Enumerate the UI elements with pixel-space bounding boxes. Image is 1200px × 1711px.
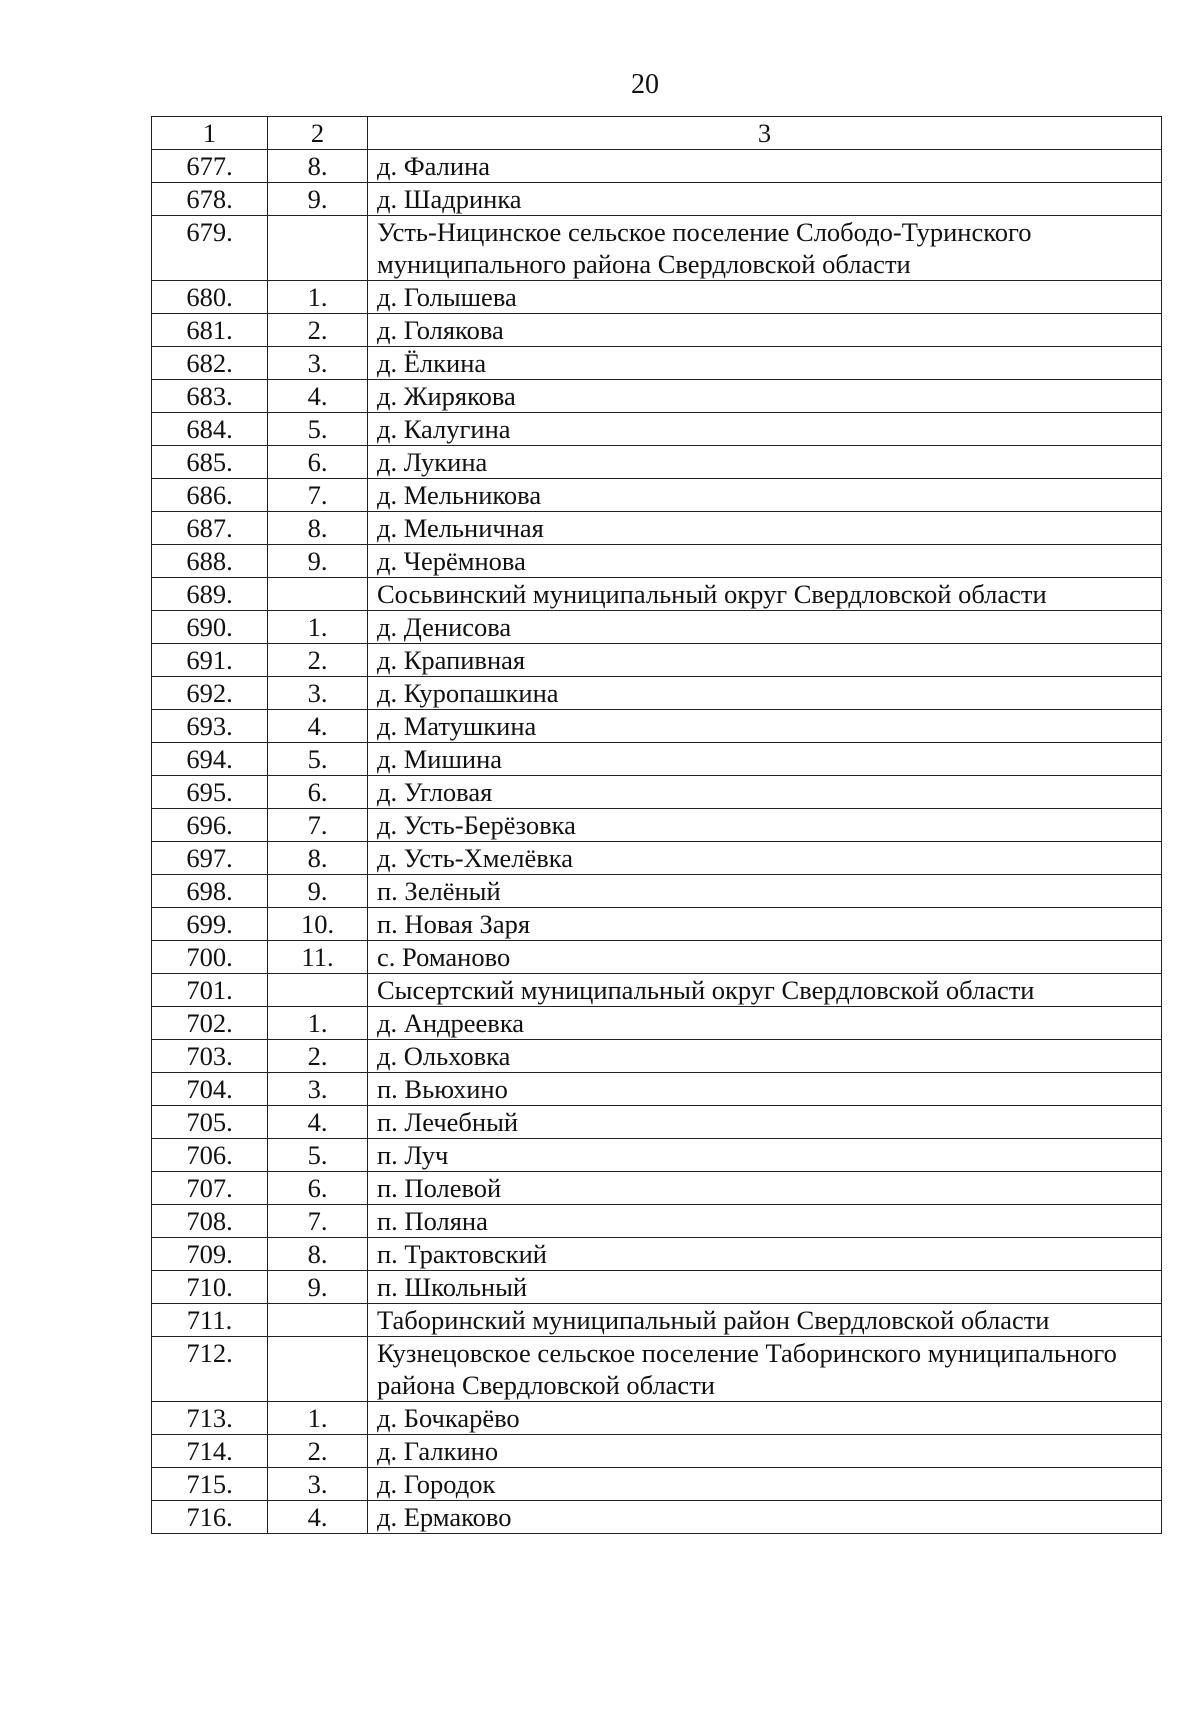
table-row <box>152 1238 1162 1271</box>
row-index-cell: 2. <box>268 314 368 347</box>
row-index-cell: 9. <box>268 1271 368 1304</box>
settlement-name-cell: д. Крапивная <box>368 644 1162 677</box>
settlement-name-cell: д. Шадринка <box>368 183 1162 216</box>
row-index-cell: 9. <box>268 875 368 908</box>
settlement-name-cell: д. Ольховка <box>368 1040 1162 1073</box>
row-index-cell: 6. <box>268 446 368 479</box>
table-row <box>152 1501 1162 1534</box>
row-number-cell: 704. <box>152 1073 268 1106</box>
table-row <box>152 1040 1162 1073</box>
settlement-name-cell: д. Галкино <box>368 1435 1162 1468</box>
row-number-cell: 681. <box>152 314 268 347</box>
row-index-cell: 4. <box>268 380 368 413</box>
row-index-cell <box>268 578 368 611</box>
row-index-cell: 6. <box>268 776 368 809</box>
table-body <box>152 117 1162 1534</box>
row-index-cell: 6. <box>268 1172 368 1205</box>
settlement-name-cell: п. Новая Заря <box>368 908 1162 941</box>
row-index-cell: 8. <box>268 150 368 183</box>
row-number-cell: 702. <box>152 1007 268 1040</box>
row-number-cell: 684. <box>152 413 268 446</box>
row-index-cell <box>268 974 368 1007</box>
settlement-name-cell: д. Городок <box>368 1468 1162 1501</box>
settlement-name-cell: д. Матушкина <box>368 710 1162 743</box>
row-number-cell: 682. <box>152 347 268 380</box>
settlement-name-cell: п. Поляна <box>368 1205 1162 1238</box>
row-number-cell: 709. <box>152 1238 268 1271</box>
settlement-name-cell: п. Школьный <box>368 1271 1162 1304</box>
row-number-cell: 688. <box>152 545 268 578</box>
row-number-cell: 706. <box>152 1139 268 1172</box>
row-index-cell: 1. <box>268 1402 368 1435</box>
table-row <box>152 1402 1162 1435</box>
table-row <box>152 347 1162 380</box>
row-index-cell: 10. <box>268 908 368 941</box>
row-number-cell: 680. <box>152 281 268 314</box>
settlement-name-cell: д. Мельникова <box>368 479 1162 512</box>
row-index-cell: 5. <box>268 1139 368 1172</box>
settlement-name-cell: Кузнецовское сельское поселение Таборинского муниципального района Свердловской области <box>368 1337 1162 1402</box>
table-row <box>152 1172 1162 1205</box>
settlement-name-cell: п. Зелёный <box>368 875 1162 908</box>
row-index-cell: 8. <box>268 512 368 545</box>
settlement-name-cell: д. Угловая <box>368 776 1162 809</box>
settlement-name-cell: п. Полевой <box>368 1172 1162 1205</box>
settlement-name-cell: п. Трактовский <box>368 1238 1162 1271</box>
settlement-name-cell: с. Романово <box>368 941 1162 974</box>
row-index-cell: 2. <box>268 644 368 677</box>
table-row <box>152 1304 1162 1337</box>
table-row <box>152 611 1162 644</box>
row-index-cell: 3. <box>268 347 368 380</box>
row-index-cell: 1. <box>268 611 368 644</box>
row-number-cell: 678. <box>152 183 268 216</box>
settlement-name-cell: п. Лечебный <box>368 1106 1162 1139</box>
settlement-name-cell: д. Куропашкина <box>368 677 1162 710</box>
table-row <box>152 1337 1162 1402</box>
row-index-cell: 9. <box>268 183 368 216</box>
settlement-name-cell: Сосьвинский муниципальный округ Свердловской области <box>368 578 1162 611</box>
row-number-cell: 713. <box>152 1402 268 1435</box>
row-index-cell: 8. <box>268 1238 368 1271</box>
row-number-cell: 691. <box>152 644 268 677</box>
row-index-cell: 7. <box>268 809 368 842</box>
table-row <box>152 1007 1162 1040</box>
table-row <box>152 809 1162 842</box>
table-row <box>152 216 1162 281</box>
table-row <box>152 974 1162 1007</box>
row-index-cell: 1. <box>268 1007 368 1040</box>
settlement-name-cell: д. Бочкарёво <box>368 1402 1162 1435</box>
table-row <box>152 512 1162 545</box>
row-number-cell: 692. <box>152 677 268 710</box>
table-row <box>152 545 1162 578</box>
table-row <box>152 314 1162 347</box>
row-index-cell: 7. <box>268 1205 368 1238</box>
table-row <box>152 1139 1162 1172</box>
row-number-cell: 708. <box>152 1205 268 1238</box>
table-row <box>152 875 1162 908</box>
table-row <box>152 183 1162 216</box>
settlement-name-cell: д. Лукина <box>368 446 1162 479</box>
row-number-cell: 712. <box>152 1337 268 1402</box>
row-number-cell: 701. <box>152 974 268 1007</box>
table-row <box>152 1271 1162 1304</box>
settlements-table <box>151 116 1162 1534</box>
table-row <box>152 1073 1162 1106</box>
table-row <box>152 1435 1162 1468</box>
row-number-cell: 694. <box>152 743 268 776</box>
row-index-cell: 4. <box>268 1501 368 1534</box>
settlement-name-cell: д. Ёлкина <box>368 347 1162 380</box>
table-row <box>152 479 1162 512</box>
row-number-cell: 696. <box>152 809 268 842</box>
row-index-cell: 1. <box>268 281 368 314</box>
row-number-cell: 699. <box>152 908 268 941</box>
table-row <box>152 710 1162 743</box>
row-index-cell: 5. <box>268 413 368 446</box>
settlement-name-cell: д. Голякова <box>368 314 1162 347</box>
row-number-cell: 715. <box>152 1468 268 1501</box>
header-cell-col1: 1 <box>152 117 268 150</box>
table-row <box>152 150 1162 183</box>
table-row <box>152 446 1162 479</box>
row-number-cell: 686. <box>152 479 268 512</box>
settlement-name-cell: п. Луч <box>368 1139 1162 1172</box>
settlement-name-cell: д. Фалина <box>368 150 1162 183</box>
table-row <box>152 281 1162 314</box>
table-row <box>152 380 1162 413</box>
settlement-name-cell: д. Мишина <box>368 743 1162 776</box>
header-cell-col3: 3 <box>368 117 1162 150</box>
row-number-cell: 685. <box>152 446 268 479</box>
settlement-name-cell: Сысертский муниципальный округ Свердловской области <box>368 974 1162 1007</box>
table-row <box>152 413 1162 446</box>
row-index-cell: 4. <box>268 710 368 743</box>
row-number-cell: 679. <box>152 216 268 281</box>
table-row <box>152 908 1162 941</box>
row-number-cell: 677. <box>152 150 268 183</box>
row-index-cell: 3. <box>268 1468 368 1501</box>
settlement-name-cell: д. Усть-Хмелёвка <box>368 842 1162 875</box>
row-number-cell: 707. <box>152 1172 268 1205</box>
table-row <box>152 644 1162 677</box>
row-number-cell: 683. <box>152 380 268 413</box>
table-row <box>152 1468 1162 1501</box>
table-row <box>152 941 1162 974</box>
settlement-name-cell: д. Голышева <box>368 281 1162 314</box>
row-number-cell: 714. <box>152 1435 268 1468</box>
header-cell-col2: 2 <box>268 117 368 150</box>
row-number-cell: 687. <box>152 512 268 545</box>
settlement-name-cell: Таборинский муниципальный район Свердловской области <box>368 1304 1162 1337</box>
settlement-name-cell: д. Калугина <box>368 413 1162 446</box>
row-index-cell: 3. <box>268 677 368 710</box>
settlement-name-cell: д. Денисова <box>368 611 1162 644</box>
row-index-cell <box>268 1304 368 1337</box>
table-row <box>152 1205 1162 1238</box>
row-index-cell <box>268 216 368 281</box>
row-number-cell: 700. <box>152 941 268 974</box>
row-index-cell: 11. <box>268 941 368 974</box>
row-index-cell: 3. <box>268 1073 368 1106</box>
row-number-cell: 710. <box>152 1271 268 1304</box>
settlement-name-cell: д. Усть-Берёзовка <box>368 809 1162 842</box>
row-index-cell: 2. <box>268 1040 368 1073</box>
row-number-cell: 698. <box>152 875 268 908</box>
table-row <box>152 578 1162 611</box>
table-row <box>152 677 1162 710</box>
row-number-cell: 716. <box>152 1501 268 1534</box>
row-number-cell: 711. <box>152 1304 268 1337</box>
settlement-name-cell: д. Андреевка <box>368 1007 1162 1040</box>
row-number-cell: 697. <box>152 842 268 875</box>
settlement-name-cell: д. Мельничная <box>368 512 1162 545</box>
row-index-cell: 7. <box>268 479 368 512</box>
row-index-cell: 5. <box>268 743 368 776</box>
row-index-cell: 9. <box>268 545 368 578</box>
settlement-name-cell: д. Ермаково <box>368 1501 1162 1534</box>
table-row <box>152 743 1162 776</box>
row-index-cell <box>268 1337 368 1402</box>
page-number: 20 <box>631 69 659 100</box>
row-number-cell: 695. <box>152 776 268 809</box>
table-row <box>152 842 1162 875</box>
table-row <box>152 1106 1162 1139</box>
row-index-cell: 8. <box>268 842 368 875</box>
row-number-cell: 689. <box>152 578 268 611</box>
table-row <box>152 776 1162 809</box>
row-number-cell: 693. <box>152 710 268 743</box>
settlement-name-cell: д. Жирякова <box>368 380 1162 413</box>
row-index-cell: 4. <box>268 1106 368 1139</box>
settlement-name-cell: п. Вьюхино <box>368 1073 1162 1106</box>
row-number-cell: 705. <box>152 1106 268 1139</box>
settlement-name-cell: д. Черёмнова <box>368 545 1162 578</box>
row-index-cell: 2. <box>268 1435 368 1468</box>
row-number-cell: 703. <box>152 1040 268 1073</box>
settlement-name-cell: Усть-Ницинское сельское поселение Слободо-Туринского муниципального района Свердловской области <box>368 216 1162 281</box>
table-header-row <box>152 117 1162 150</box>
row-number-cell: 690. <box>152 611 268 644</box>
